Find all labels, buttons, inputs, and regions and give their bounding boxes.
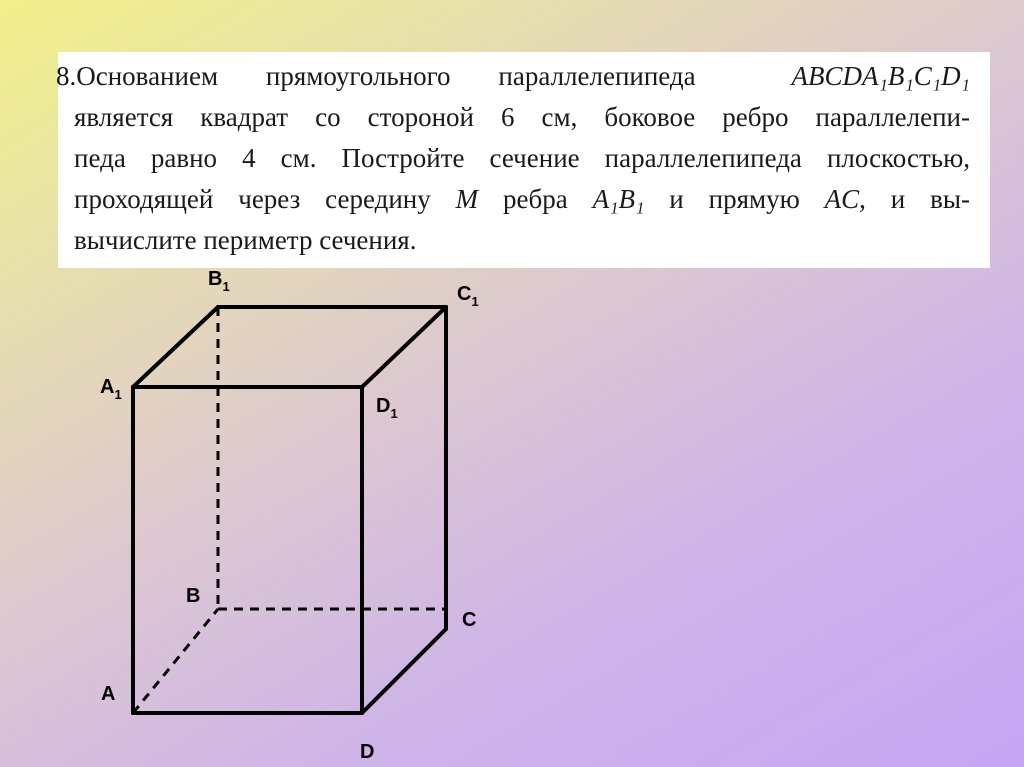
word-rebra: ребра <box>503 184 568 214</box>
line-name: AC <box>824 184 860 214</box>
edge-d-c <box>362 629 446 713</box>
point-m: M <box>455 184 479 214</box>
edge-name: A₁B₁ <box>592 184 645 214</box>
vertex-label-b: B <box>186 585 201 607</box>
vertex-label-d1: $D_1$ <box>376 395 398 421</box>
word-and-line: и прямую <box>669 184 800 214</box>
edge-c1-d1 <box>362 307 446 387</box>
vertex-label-a: A <box>101 683 116 705</box>
vertex-label-c: C <box>462 609 477 631</box>
word-and-split: , и вы- <box>859 184 971 214</box>
problem-text-4: проходящей через середину <box>74 184 431 214</box>
vertex-label-d: D <box>360 741 375 763</box>
problem-text-1: Основанием прямоугольного параллелепипеда <box>76 61 696 91</box>
solid-name: ABCDA₁B₁C₁D₁ <box>791 61 970 91</box>
problem-line-5: вычислите периметр сечения. <box>74 225 417 255</box>
vertex-label-c1: $C_1$ <box>457 283 479 309</box>
vertex-label-b1: $B_1$ <box>208 268 230 294</box>
edge-a-b-hidden <box>133 609 218 713</box>
vertex-label-a1: $A_1$ <box>100 376 122 402</box>
problem-line-2: является квадрат со стороной 6 см, боковое ребро параллелепи- <box>74 102 970 132</box>
problem-line-3: педа равно 4 см. Постройте сечение параллелепипеда плоскостью, <box>74 143 970 173</box>
edge-a1-b1 <box>133 307 218 387</box>
problem-number: 8. <box>56 61 77 91</box>
